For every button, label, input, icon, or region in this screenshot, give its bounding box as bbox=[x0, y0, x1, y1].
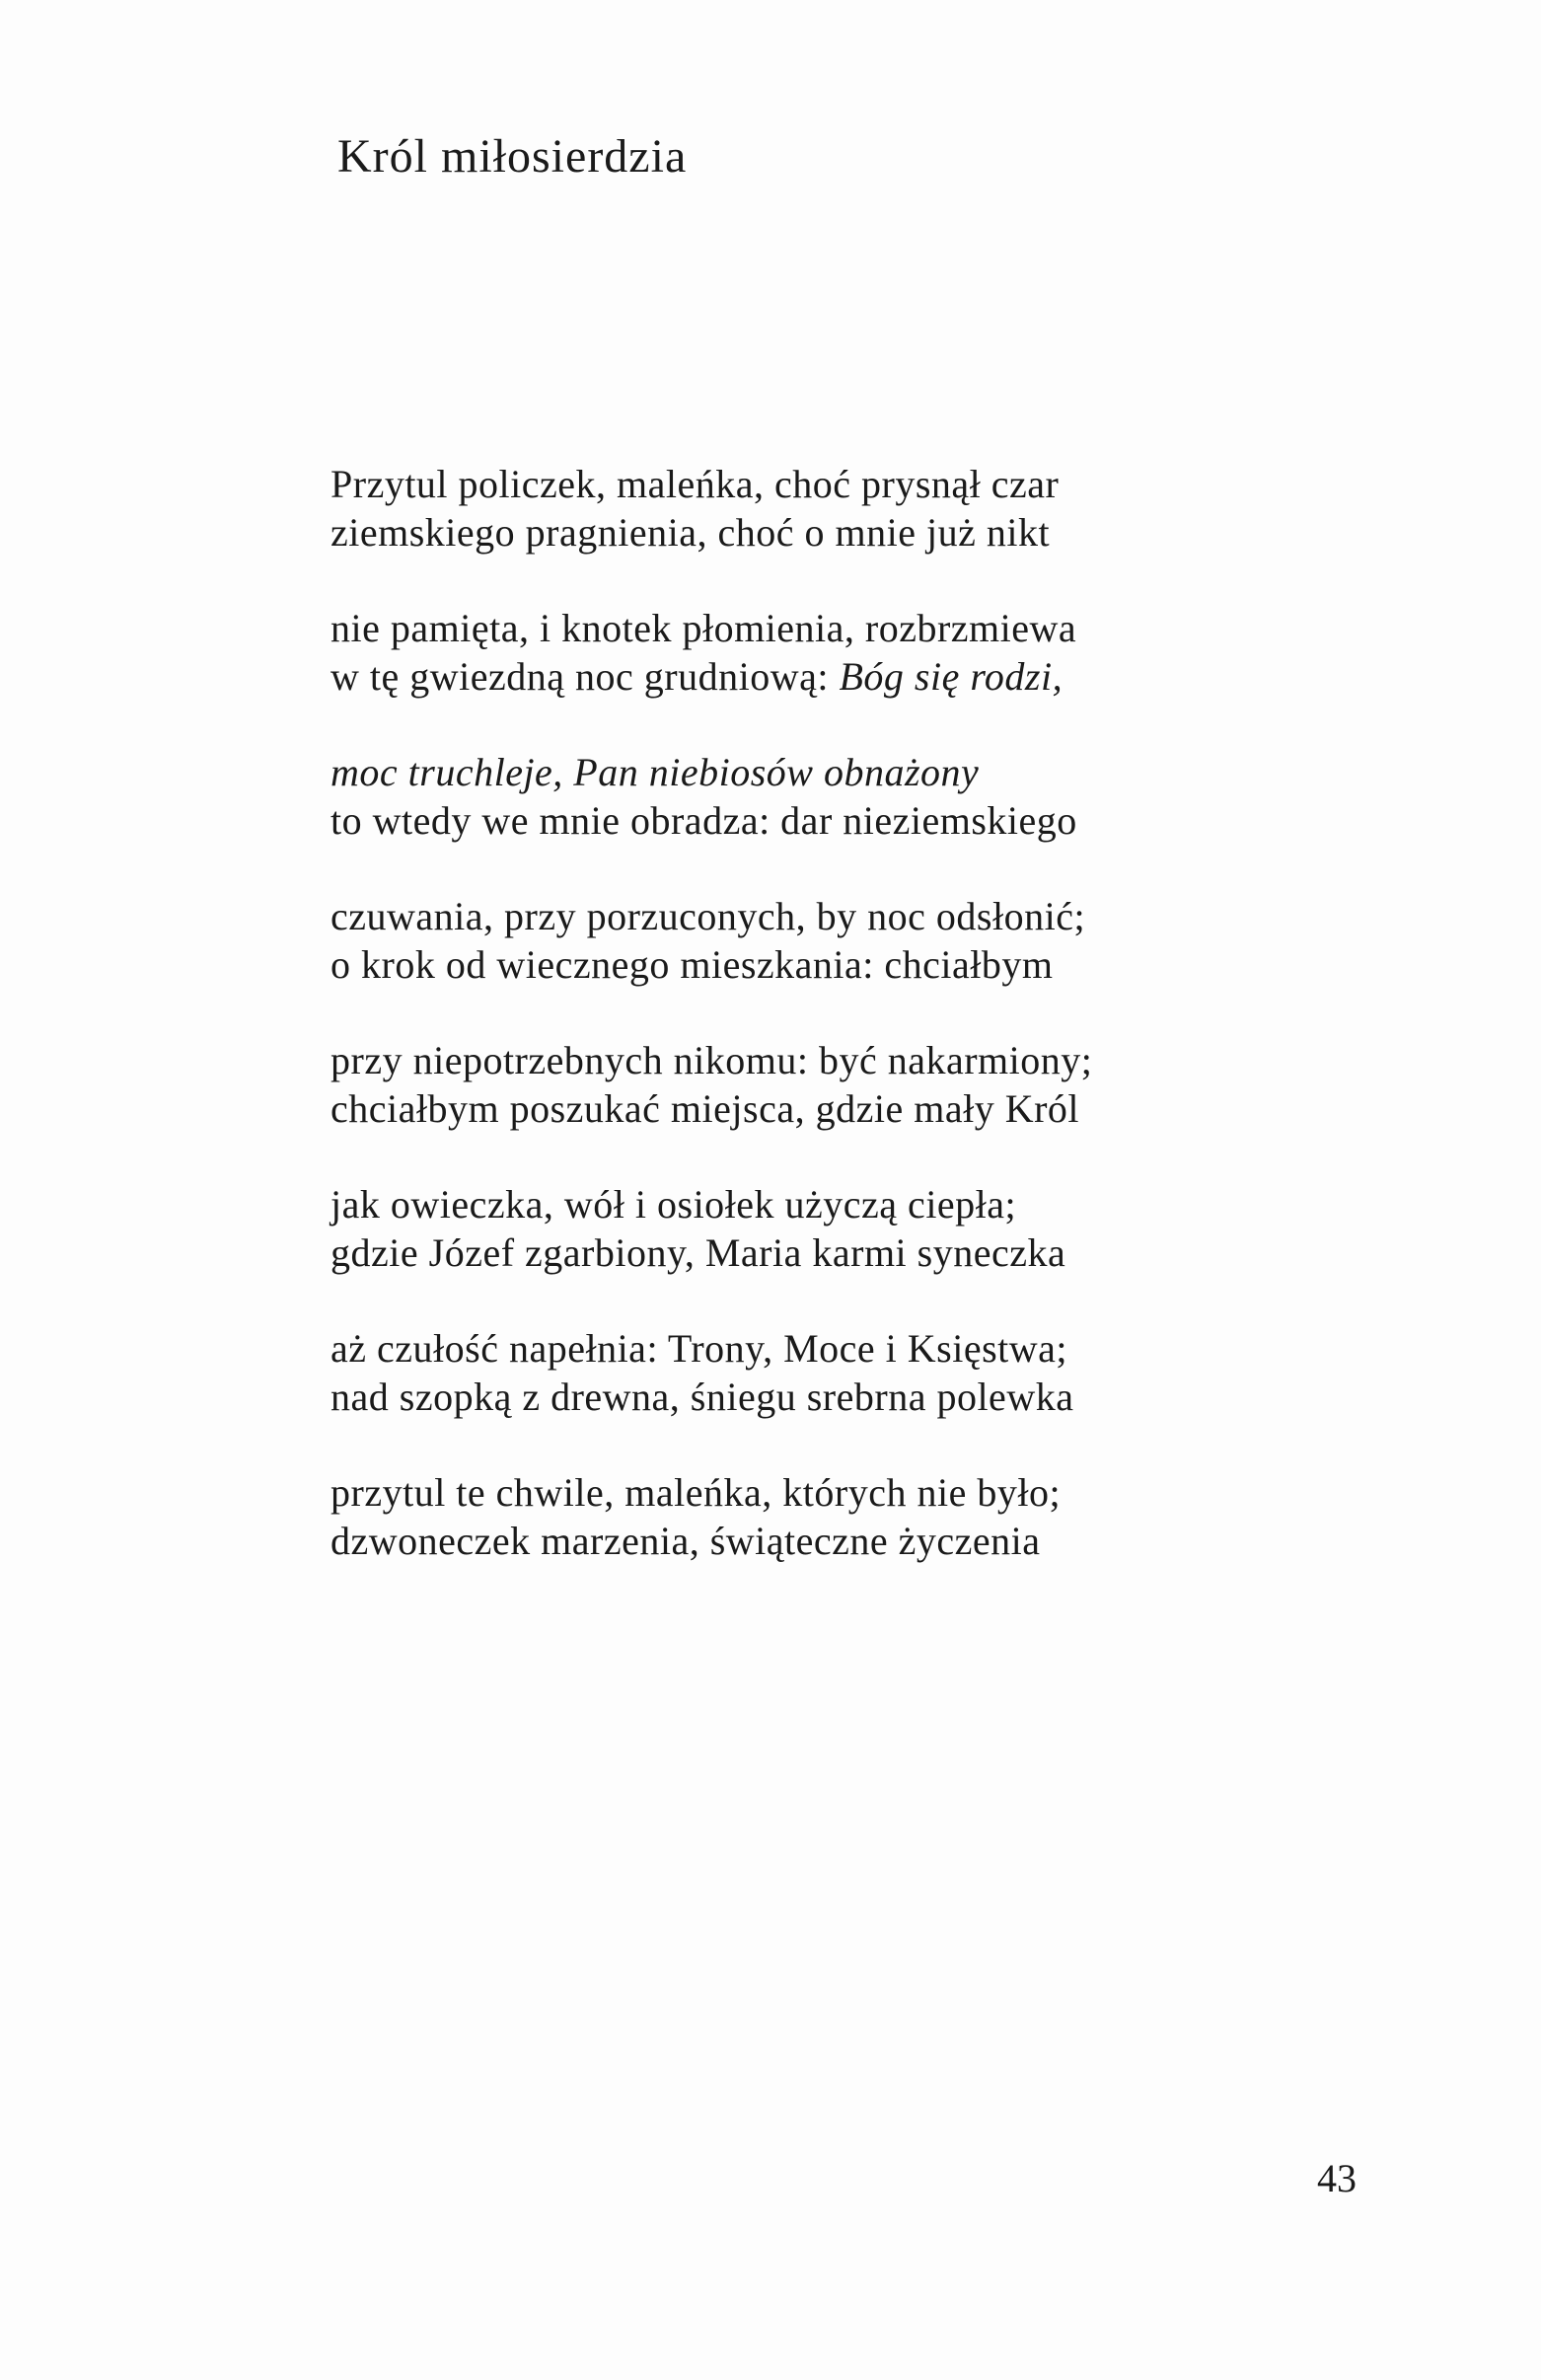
poem-body bbox=[330, 460, 1317, 1612]
line-text: o krok od wiecznego mieszkania: chciałbym bbox=[330, 942, 1054, 987]
line-text: Przytul policzek, maleńka, choć prysnął czar bbox=[330, 462, 1060, 506]
poem-line bbox=[330, 652, 1317, 701]
poem-line bbox=[330, 892, 1317, 940]
poem-line bbox=[330, 508, 1317, 557]
line-text: czuwania, przy porzuconych, by noc odsłonić; bbox=[330, 894, 1086, 938]
poem-line bbox=[330, 1228, 1317, 1277]
poem-line bbox=[330, 940, 1317, 989]
line-text: ziemskiego pragnienia, choć o mnie już nikt bbox=[330, 510, 1051, 555]
poem-line bbox=[330, 748, 1317, 796]
line-text: aż czułość napełnia: Trony, Moce i Księstwa; bbox=[330, 1326, 1068, 1371]
stanza bbox=[330, 604, 1317, 701]
stanza bbox=[330, 892, 1317, 989]
line-text: w tę gwiezdną noc grudniową: bbox=[330, 654, 840, 699]
poem-line bbox=[330, 796, 1317, 845]
line-text: gdzie Józef zgarbiony, Maria karmi syneczka bbox=[330, 1230, 1066, 1275]
line-text: przytul te chwile, maleńka, których nie było; bbox=[330, 1470, 1062, 1515]
italic-quote: moc truchleje, Pan niebiosów obnażony bbox=[330, 750, 980, 794]
stanza bbox=[330, 460, 1317, 557]
line-text: przy niepotrzebnych nikomu: być nakarmiony; bbox=[330, 1038, 1093, 1082]
poem-line bbox=[330, 1084, 1317, 1133]
poem-line bbox=[330, 604, 1317, 652]
poem-line bbox=[330, 1324, 1317, 1373]
page-number: 43 bbox=[1317, 2156, 1357, 2200]
poem-line bbox=[330, 1517, 1317, 1565]
line-text: to wtedy we mnie obradza: dar nieziemskiego bbox=[330, 798, 1077, 843]
stanza bbox=[330, 1036, 1317, 1133]
poem-line bbox=[330, 1373, 1317, 1421]
poem-line bbox=[330, 1468, 1317, 1517]
italic-quote: Bóg się rodzi, bbox=[839, 654, 1064, 699]
line-text: jak owieczka, wół i osiołek użyczą ciepła; bbox=[330, 1182, 1017, 1227]
stanza bbox=[330, 1468, 1317, 1565]
poem-line bbox=[330, 460, 1317, 508]
stanza bbox=[330, 1180, 1317, 1277]
stanza bbox=[330, 1324, 1317, 1421]
poem-line bbox=[330, 1036, 1317, 1084]
line-text: chciałbym poszukać miejsca, gdzie mały Król bbox=[330, 1086, 1080, 1131]
poem-title: Król miłosierdzia bbox=[337, 130, 688, 183]
line-text: dzwoneczek marzenia, świąteczne życzenia bbox=[330, 1519, 1041, 1563]
poem-line bbox=[330, 1180, 1317, 1228]
line-text: nie pamięta, i knotek płomienia, rozbrzmiewa bbox=[330, 606, 1077, 650]
stanza bbox=[330, 748, 1317, 845]
line-text: nad szopką z drewna, śniegu srebrna polewka bbox=[330, 1375, 1074, 1419]
